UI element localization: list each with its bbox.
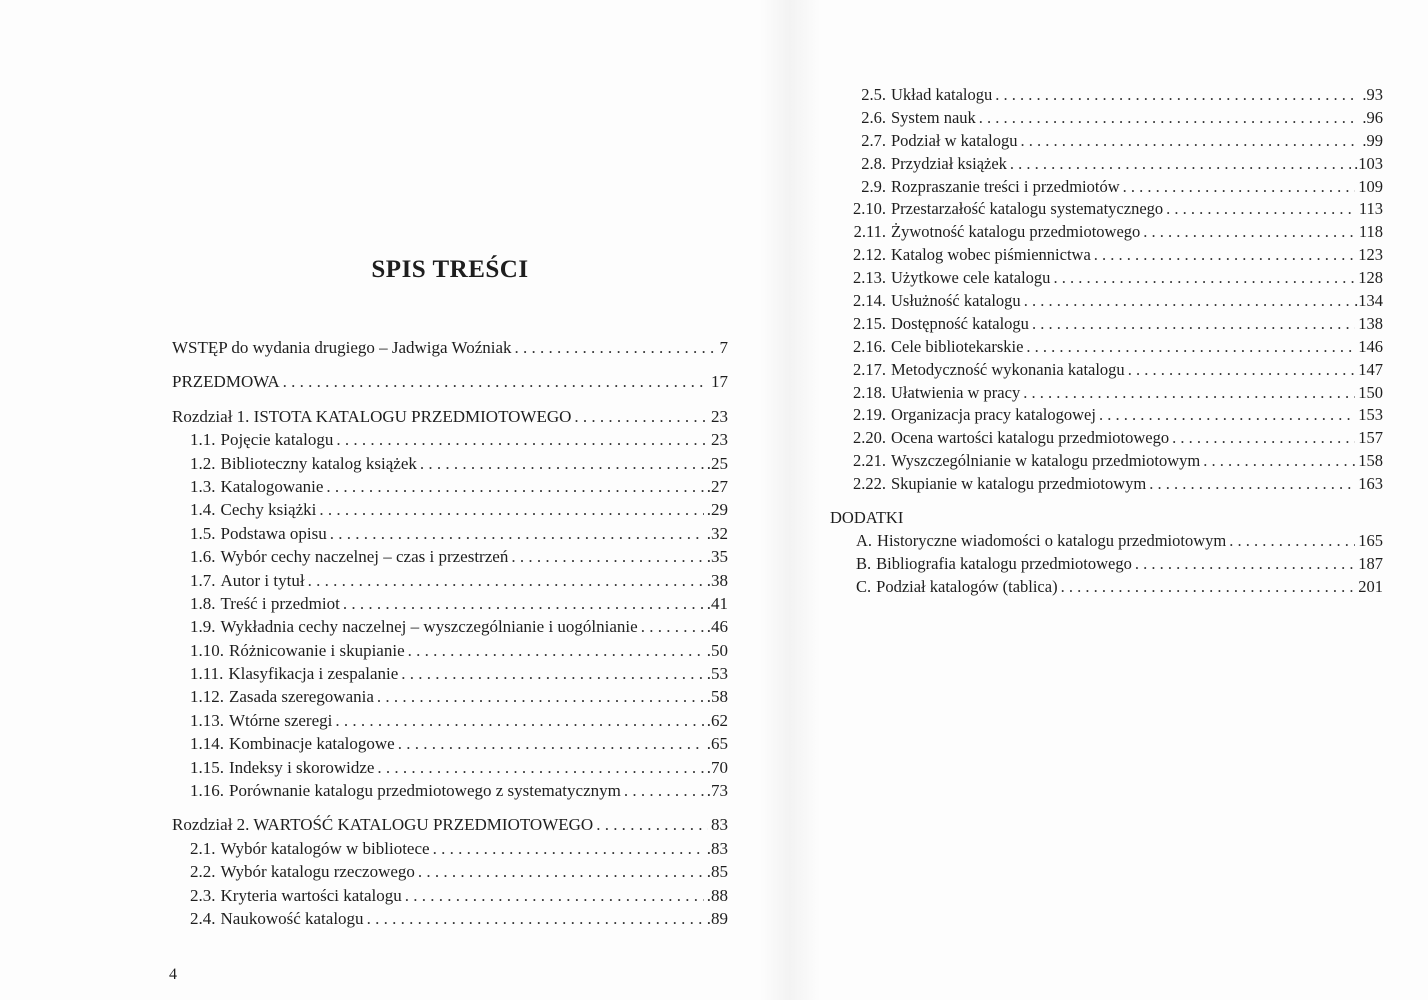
- dot-leader: [1172, 427, 1355, 450]
- entry-number: 1.3.: [190, 476, 216, 496]
- toc-entry: [830, 530, 1383, 553]
- entry-number: 1.1.: [190, 430, 216, 450]
- toc-entry: [172, 405, 728, 428]
- entry-page: .29: [706, 500, 728, 520]
- section-heading: [830, 507, 1383, 530]
- toc-entry: [172, 732, 728, 755]
- toc-entry: [172, 452, 728, 475]
- entry-number: 2.18.: [853, 382, 886, 402]
- dot-leader: [1128, 359, 1356, 382]
- entry-page: .99: [1362, 130, 1383, 150]
- toc-entry: [830, 244, 1383, 267]
- toc-entry: [830, 290, 1383, 313]
- toc-entry: [172, 756, 728, 779]
- toc-entry: [830, 404, 1383, 427]
- entry-page: .96: [1362, 107, 1383, 127]
- entry-page: .85: [706, 862, 728, 882]
- dot-leader: [1094, 244, 1355, 267]
- entry-title: Wybór katalogu rzeczowego: [220, 862, 415, 882]
- entry-page: 158: [1358, 451, 1383, 471]
- toc-entry: [830, 427, 1383, 450]
- entry-page: .53: [706, 664, 728, 684]
- toc-entry: [830, 313, 1383, 336]
- entry-page: 128: [1358, 268, 1383, 288]
- toc-entry: [172, 428, 728, 451]
- entry-number: 2.7.: [861, 130, 886, 150]
- entry-title: Przydział książek: [891, 153, 1007, 173]
- toc-right-page: [830, 84, 1383, 599]
- entry-page: .50: [706, 640, 728, 660]
- entry-title: PRZEDMOWA: [172, 372, 280, 392]
- entry-title: Indeksy i skorowidze: [229, 757, 375, 777]
- entry-title: Metodyczność wykonania katalogu: [891, 359, 1125, 379]
- entry-page: .35: [706, 547, 728, 567]
- dot-leader: [418, 860, 704, 883]
- dot-leader: [319, 498, 703, 521]
- dot-leader: [308, 569, 704, 592]
- toc-entry: [830, 553, 1383, 576]
- dot-leader: [330, 522, 704, 545]
- entry-number: 1.8.: [190, 593, 216, 613]
- dot-leader: [367, 907, 704, 930]
- dot-leader: [1010, 153, 1351, 176]
- toc-entry: [172, 907, 728, 930]
- dot-leader: [343, 592, 704, 615]
- entry-number: 1.16.: [190, 781, 224, 801]
- entry-page: .83: [706, 838, 728, 858]
- dot-leader: [596, 813, 708, 836]
- entry-title: Kombinacje katalogowe: [229, 734, 395, 754]
- dot-leader: [377, 756, 703, 779]
- entry-page: 138: [1358, 313, 1383, 333]
- dot-leader: [1135, 553, 1355, 576]
- dot-leader: [398, 732, 704, 755]
- toc-entry: [830, 473, 1383, 496]
- toc-entry: [172, 615, 728, 638]
- entry-title: Kryteria wartości katalogu: [220, 885, 402, 905]
- entry-number: 2.15.: [853, 313, 886, 333]
- entry-number: 2.11.: [853, 222, 886, 242]
- entry-number: 1.2.: [190, 453, 216, 473]
- entry-page: .62: [706, 710, 728, 730]
- dot-leader: [624, 779, 704, 802]
- toc-entry: [830, 153, 1383, 176]
- entry-page: .65: [706, 734, 728, 754]
- entry-page: .38: [706, 570, 728, 590]
- toc-entry: [830, 450, 1383, 473]
- dot-leader: [1020, 130, 1359, 153]
- entry-title: Usłużność katalogu: [891, 291, 1021, 311]
- entry-number: 2.2.: [190, 862, 216, 882]
- entry-page: .32: [706, 523, 728, 543]
- entry-title: Cele bibliotekarskie: [891, 336, 1024, 356]
- entry-title: DODATKI: [830, 508, 904, 528]
- dot-leader: [1061, 576, 1356, 599]
- dot-leader: [335, 709, 703, 732]
- dot-leader: [515, 336, 717, 359]
- entry-number: 2.19.: [853, 405, 886, 425]
- entry-number: 2.1.: [190, 838, 216, 858]
- entry-number: 2.16.: [853, 336, 886, 356]
- entry-title: Wykładnia cechy naczelnej – wyszczególnianie i uogólnianie: [220, 617, 638, 637]
- entry-number: C.: [856, 576, 872, 596]
- entry-title: Dostępność katalogu: [891, 313, 1029, 333]
- entry-page: 113: [1358, 199, 1383, 219]
- entry-page: .58: [706, 687, 728, 707]
- toc-entry: [172, 860, 728, 883]
- entry-page: 17: [711, 372, 728, 392]
- toc-entry: [830, 382, 1383, 405]
- entry-title: Podział katalogów (tablica): [876, 576, 1058, 596]
- dot-leader: [1123, 176, 1356, 199]
- toc-entry: [830, 84, 1383, 107]
- entry-title: Wyszczególnianie w katalogu przedmiotowym: [891, 451, 1201, 471]
- entry-title: Klasyfikacja i zespalanie: [228, 664, 399, 684]
- entry-page: .46: [706, 617, 728, 637]
- entry-page: .70: [706, 757, 728, 777]
- toc-entry: [830, 336, 1383, 359]
- dot-leader: [377, 685, 704, 708]
- toc-entry: [830, 198, 1383, 221]
- entry-title: Biblioteczny katalog książek: [220, 453, 417, 473]
- entry-title: Różnicowanie i skupianie: [229, 640, 405, 660]
- dot-leader: [1229, 530, 1355, 553]
- entry-title: Wtórne szeregi: [229, 710, 333, 730]
- entry-page: 23: [711, 406, 728, 426]
- toc-entry: [172, 336, 728, 359]
- entry-number: 1.13.: [190, 710, 224, 730]
- entry-page: 7: [719, 338, 728, 357]
- entry-page: 23: [711, 430, 728, 450]
- toc-entry: [172, 709, 728, 732]
- entry-number: 2.17.: [853, 359, 886, 379]
- dot-leader: [336, 428, 708, 451]
- entry-number: 1.4.: [190, 500, 216, 520]
- toc-entry: [172, 569, 728, 592]
- entry-title: Historyczne wiadomości o katalogu przedmiotowym: [877, 530, 1227, 550]
- entry-title: System nauk: [891, 107, 976, 127]
- dot-leader: [405, 884, 704, 907]
- entry-number: 2.3.: [190, 885, 216, 905]
- entry-page: 157: [1358, 428, 1383, 448]
- entry-number: 2.5.: [861, 85, 886, 104]
- entry-page: .73: [706, 781, 728, 801]
- toc-entry: [172, 685, 728, 708]
- entry-title: Rozdział 2. WARTOŚĆ KATALOGU PRZEDMIOTOWEGO: [172, 815, 594, 835]
- toc-entry: [172, 837, 728, 860]
- entry-number: 2.21.: [853, 451, 886, 471]
- dot-leader: [1203, 450, 1355, 473]
- dot-leader: [1026, 336, 1355, 359]
- entry-page: .25: [706, 453, 728, 473]
- dot-leader: [1149, 473, 1355, 496]
- dot-leader: [1024, 290, 1351, 313]
- toc-entry: [830, 267, 1383, 290]
- entry-number: 2.22.: [853, 474, 886, 494]
- entry-page: 153: [1358, 405, 1383, 425]
- toc-entry: [172, 475, 728, 498]
- toc-entry: [172, 639, 728, 662]
- toc-entry: [830, 359, 1383, 382]
- entry-title: WSTĘP do wydania drugiego – Jadwiga Woźniak: [172, 338, 512, 357]
- entry-title: Przestarzałość katalogu systematycznego: [891, 199, 1164, 219]
- toc-entry: [830, 576, 1383, 599]
- page-number: 4: [169, 966, 177, 983]
- entry-title: Katalogowanie: [220, 476, 324, 496]
- entry-page: 147: [1358, 359, 1383, 379]
- entry-title: Zasada szeregowania: [229, 687, 374, 707]
- entry-title: Użytkowe cele katalogu: [891, 268, 1051, 288]
- dot-leader: [1143, 221, 1356, 244]
- entry-page: 146: [1358, 336, 1383, 356]
- entry-title: Organizacja pracy katalogowej: [891, 405, 1096, 425]
- entry-number: 2.20.: [853, 428, 886, 448]
- entry-number: A.: [856, 530, 873, 550]
- entry-number: 1.9.: [190, 617, 216, 637]
- entry-title: Naukowość katalogu: [220, 908, 364, 928]
- dot-leader: [1166, 198, 1356, 221]
- entry-title: Treść i przedmiot: [220, 593, 340, 613]
- entry-page: .89: [706, 908, 728, 928]
- page-title: SPIS TREŚCI: [371, 256, 529, 283]
- entry-number: 1.6.: [190, 547, 216, 567]
- entry-page: .103: [1354, 153, 1383, 173]
- entry-page: 109: [1358, 176, 1383, 196]
- entry-number: 1.7.: [190, 570, 216, 590]
- entry-title: Cechy książki: [220, 500, 317, 520]
- entry-number: 2.8.: [861, 153, 886, 173]
- entry-title: Układ katalogu: [891, 85, 993, 104]
- dot-leader: [401, 662, 703, 685]
- entry-page: .41: [706, 593, 728, 613]
- toc-entry: [172, 370, 728, 393]
- entry-number: 2.6.: [861, 107, 886, 127]
- entry-page: .88: [706, 885, 728, 905]
- entry-page: 163: [1358, 474, 1383, 494]
- entry-number: B.: [856, 553, 872, 573]
- entry-title: Ułatwienia w pracy: [891, 382, 1021, 402]
- dot-leader: [1032, 313, 1355, 336]
- book-gutter: [760, 0, 820, 1000]
- toc-entry: [830, 221, 1383, 244]
- entry-number: 1.15.: [190, 757, 224, 777]
- entry-number: 1.12.: [190, 687, 224, 707]
- entry-title: Podstawa opisu: [220, 523, 327, 543]
- entry-page: 83: [711, 815, 728, 835]
- toc-entry: [172, 545, 728, 568]
- entry-page: 201: [1358, 576, 1383, 596]
- entry-title: Rozdział 1. ISTOTA KATALOGU PRZEDMIOTOWEGO: [172, 406, 572, 426]
- entry-number: 1.5.: [190, 523, 216, 543]
- entry-number: 1.14.: [190, 734, 224, 754]
- entry-page: .27: [706, 476, 728, 496]
- entry-title: Skupianie w katalogu przedmiotowym: [891, 474, 1147, 494]
- entry-title: Katalog wobec piśmiennictwa: [891, 245, 1091, 265]
- entry-number: 1.10.: [190, 640, 224, 660]
- dot-leader: [1099, 404, 1355, 427]
- entry-number: 1.11.: [190, 664, 224, 684]
- entry-page: .93: [1362, 85, 1383, 104]
- toc-entry: [172, 592, 728, 615]
- entry-title: Wybór katalogów w bibliotece: [220, 838, 430, 858]
- entry-title: Podział w katalogu: [891, 130, 1018, 150]
- entry-number: 2.13.: [853, 268, 886, 288]
- entry-title: Porównanie katalogu przedmiotowego z systematycznym: [229, 781, 621, 801]
- toc-entry: [172, 662, 728, 685]
- dot-leader: [283, 370, 708, 393]
- dot-leader: [1023, 382, 1355, 405]
- dot-leader: [995, 84, 1359, 107]
- dot-leader: [641, 615, 704, 638]
- toc-entry: [830, 130, 1383, 153]
- entry-page: .134: [1354, 291, 1383, 311]
- entry-title: Pojęcie katalogu: [220, 430, 334, 450]
- entry-title: Wybór cechy naczelnej – czas i przestrzeń: [220, 547, 509, 567]
- dot-leader: [408, 639, 704, 662]
- toc-entry: [830, 176, 1383, 199]
- toc-left-page: [172, 336, 728, 930]
- toc-entry: [172, 498, 728, 521]
- toc-entry: [830, 107, 1383, 130]
- entry-number: 2.4.: [190, 908, 216, 928]
- entry-page: 165: [1358, 530, 1383, 550]
- dot-leader: [420, 452, 704, 475]
- dot-leader: [979, 107, 1360, 130]
- dot-leader: [574, 405, 708, 428]
- entry-number: 2.14.: [853, 291, 886, 311]
- dot-leader: [433, 837, 704, 860]
- entry-title: Ocena wartości katalogu przedmiotowego: [891, 428, 1170, 448]
- toc-entry: [172, 813, 728, 836]
- entry-page: 118: [1358, 222, 1383, 242]
- toc-entry: [172, 884, 728, 907]
- entry-page: 187: [1358, 553, 1383, 573]
- entry-title: Rozpraszanie treści i przedmiotów: [891, 176, 1120, 196]
- dot-leader: [1053, 267, 1355, 290]
- dot-leader: [511, 545, 703, 568]
- toc-entry: [172, 779, 728, 802]
- entry-page: 150: [1358, 382, 1383, 402]
- toc-entry: [172, 522, 728, 545]
- entry-number: 2.9.: [861, 176, 886, 196]
- entry-title: Bibliografia katalogu przedmiotowego: [876, 553, 1132, 573]
- entry-page: 123: [1358, 245, 1383, 265]
- entry-title: Żywotność katalogu przedmiotowego: [891, 222, 1141, 242]
- dot-leader: [326, 475, 703, 498]
- entry-title: Autor i tytuł: [220, 570, 305, 590]
- entry-number: 2.12.: [853, 245, 886, 265]
- entry-number: 2.10.: [853, 199, 886, 219]
